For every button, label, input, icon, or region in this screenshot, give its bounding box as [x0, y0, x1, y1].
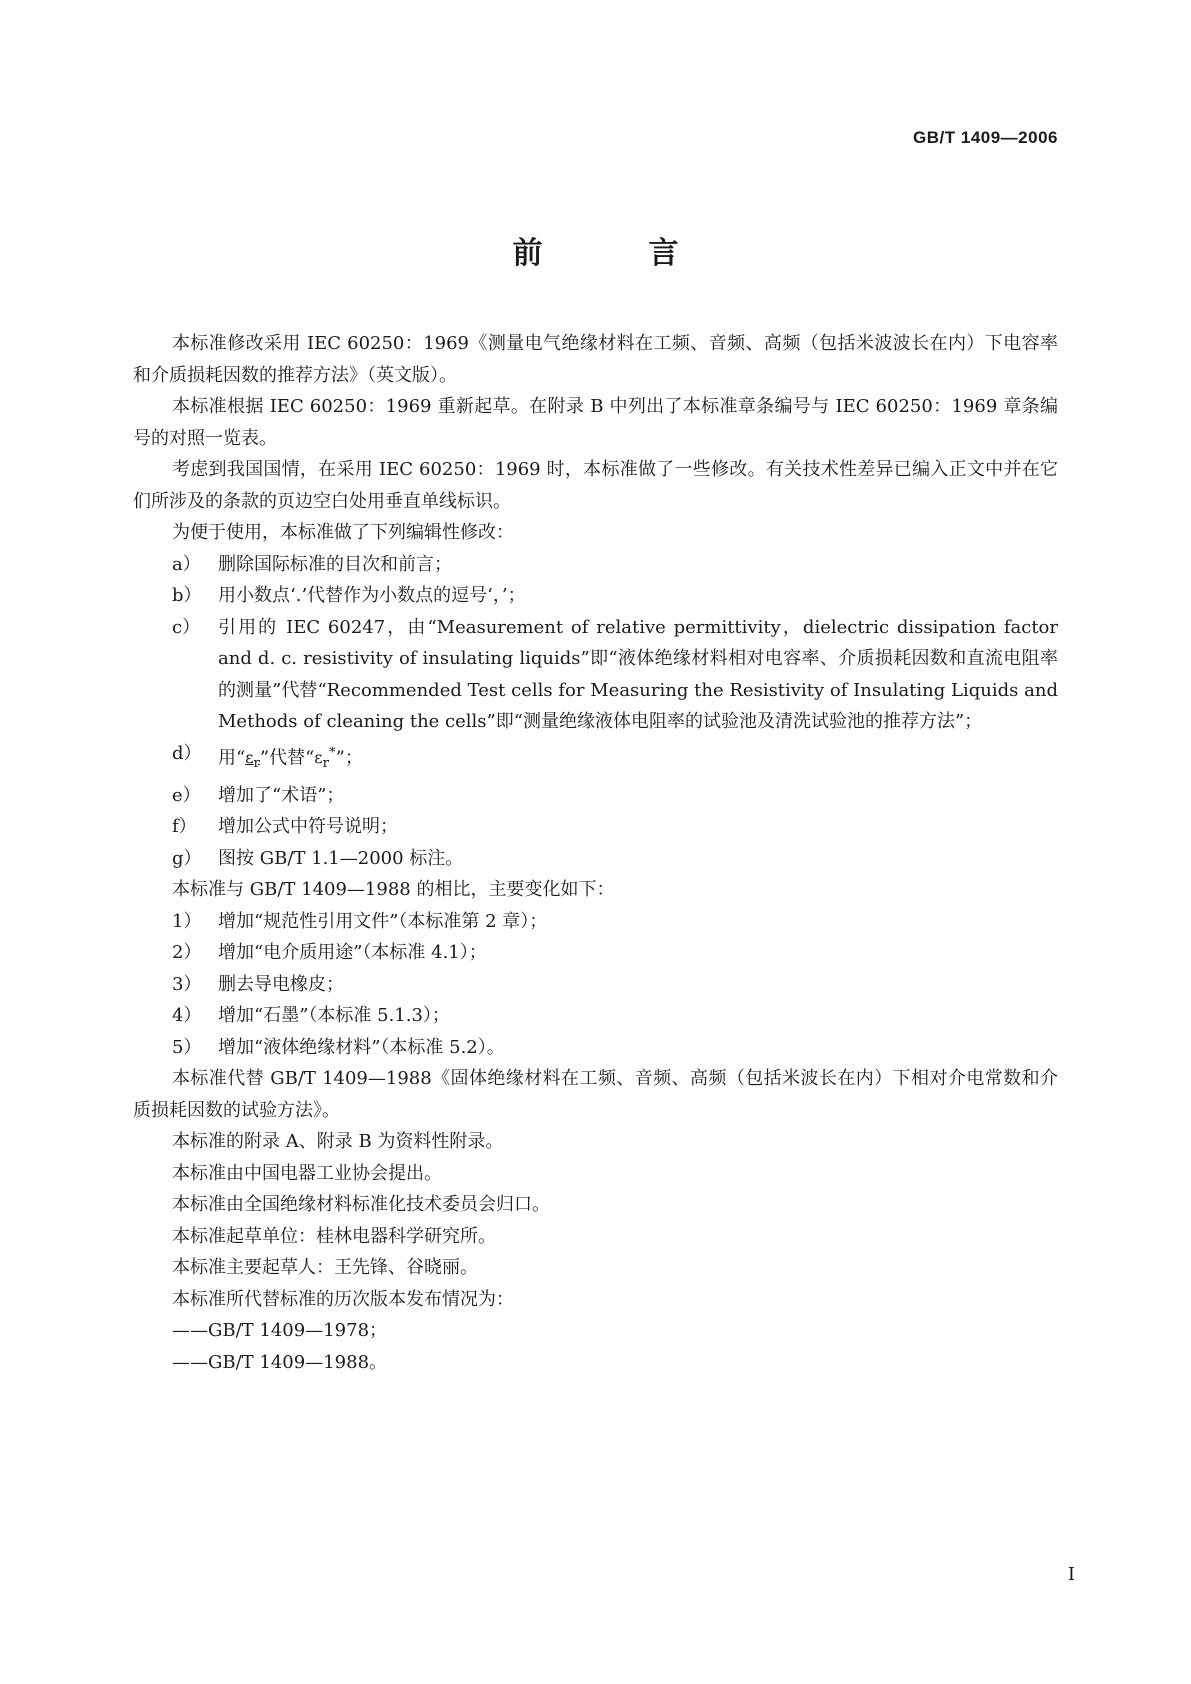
list-item-label: g） — [172, 847, 202, 869]
list-item-label: d） — [172, 742, 202, 764]
paragraph: 本标准所代替标准的历次版本发布情况为： — [172, 1288, 514, 1310]
standard-code: GB/T 1409—2006 — [913, 128, 1058, 147]
list-item-text: 增加“电介质用途”（本标准 4.1）； — [218, 942, 487, 964]
paragraph: 本标准修改采用 IEC 60250：1969《测量电气绝缘材料在工频、音频、高频（包括米波波长在内）下电容率和介质损耗因数的推荐方法》（英文版）。 — [133, 333, 1058, 386]
document-body — [133, 328, 1058, 1378]
list-item-text: 删除国际标准的目次和前言； — [218, 553, 452, 575]
page-number: I — [1067, 1564, 1075, 1585]
paragraph: 考虑到我国国情，在采用 IEC 60250：1969 时，本标准做了一些修改。有关技术性差异已编入正文中并在它们所涉及的条款的页边空白处用垂直单线标识。 — [133, 459, 1058, 512]
list-item-label: c） — [172, 616, 201, 638]
list-item-label: 2） — [172, 942, 202, 964]
epsilon-symbol-new: $\varepsilon_r$ — [245, 747, 260, 772]
list-item-text: 增加“石墨”（本标准 5.1.3）； — [218, 1005, 450, 1027]
history-item: ——GB/T 1409—1988。 — [172, 1351, 388, 1373]
page-title: 前 言 — [512, 236, 717, 271]
list-item-text: 图按 GB/T 1.1—2000 标注。 — [218, 847, 464, 869]
list-item-text: 增加了“术语”； — [218, 784, 345, 806]
list-item — [133, 843, 1058, 875]
paragraph: 本标准由中国电器工业协会提出。 — [172, 1162, 442, 1184]
epsilon-symbol-old: $\varepsilon_r^*$ — [314, 745, 336, 772]
history-item: ——GB/T 1409—1978； — [172, 1320, 388, 1342]
list-item-label: 3） — [172, 973, 202, 995]
list-item — [133, 780, 1058, 812]
list-item-text: 用“ — [218, 746, 246, 768]
list-item: d） 用“$\varepsilon_r$”代替“$\varepsilon_r^*$”； — [133, 738, 1058, 780]
paragraph: 本标准起草单位：桂林电器科学研究所。 — [172, 1225, 496, 1247]
list-item — [133, 811, 1058, 843]
list-item — [133, 969, 1058, 1001]
list-item-text: 引用的 IEC 60247，由“Measurement of relative permittivity，dielectric dissipation factor and d. c. resistivity of insulating liquids”即“液体绝缘材料相对电容率、介质损耗因数和直流电阻率的测量”代替“Recommended Test cells for Measuring the Resistivity of Insulating Liquids and Methods of cleaning the cells”即“测量绝缘液体电阻率的试验池及清洗试验池的推荐方法”； — [218, 616, 1058, 732]
list-item-label: b） — [172, 585, 202, 606]
list-item-text: 删去导电橡皮； — [218, 973, 344, 995]
list-item-label: 5） — [172, 1036, 202, 1058]
paragraph: 本标准与 GB/T 1409—1988 的相比，主要变化如下： — [172, 879, 615, 901]
paragraph: 为便于使用，本标准做了下列编辑性修改： — [172, 522, 514, 543]
list-item — [133, 937, 1058, 969]
paragraph: 本标准代替 GB/T 1409—1988《固体绝缘材料在工频、音频、高频（包括米波长在内）下相对介电常数和介质损耗因数的试验方法》。 — [133, 1068, 1058, 1121]
list-item-label: e） — [172, 784, 201, 806]
list-item-text: 用小数点‘.’代替作为小数点的逗号‘，’； — [218, 585, 526, 606]
list-item — [133, 1032, 1058, 1064]
list-item — [133, 580, 1058, 612]
paragraph: 本标准根据 IEC 60250：1969 重新起草。在附录 B 中列出了本标准章条编号与 IEC 60250：1969 章条编号的对照一览表。 — [133, 396, 1058, 449]
list-item-text: 增加“规范性引用文件”（本标准第 2 章）； — [218, 910, 548, 932]
paragraph: 本标准的附录 A、附录 B 为资料性附录。 — [172, 1131, 504, 1153]
list-item — [133, 612, 1058, 738]
paragraph: 本标准主要起草人：王先锋、谷晓丽。 — [172, 1257, 478, 1279]
list-item-label: 1） — [172, 910, 202, 932]
list-item — [133, 1000, 1058, 1032]
paragraph: 本标准由全国绝缘材料标准化技术委员会归口。 — [172, 1194, 550, 1216]
list-item-label: a） — [172, 553, 201, 575]
list-item — [133, 906, 1058, 938]
list-item-label: f） — [172, 816, 197, 838]
list-item — [133, 549, 1058, 581]
list-item-text: 增加公式中符号说明； — [218, 816, 398, 838]
list-item-text: 增加“液体绝缘材料”（本标准 5.2）。 — [218, 1036, 505, 1058]
list-item-label: 4） — [172, 1005, 202, 1027]
